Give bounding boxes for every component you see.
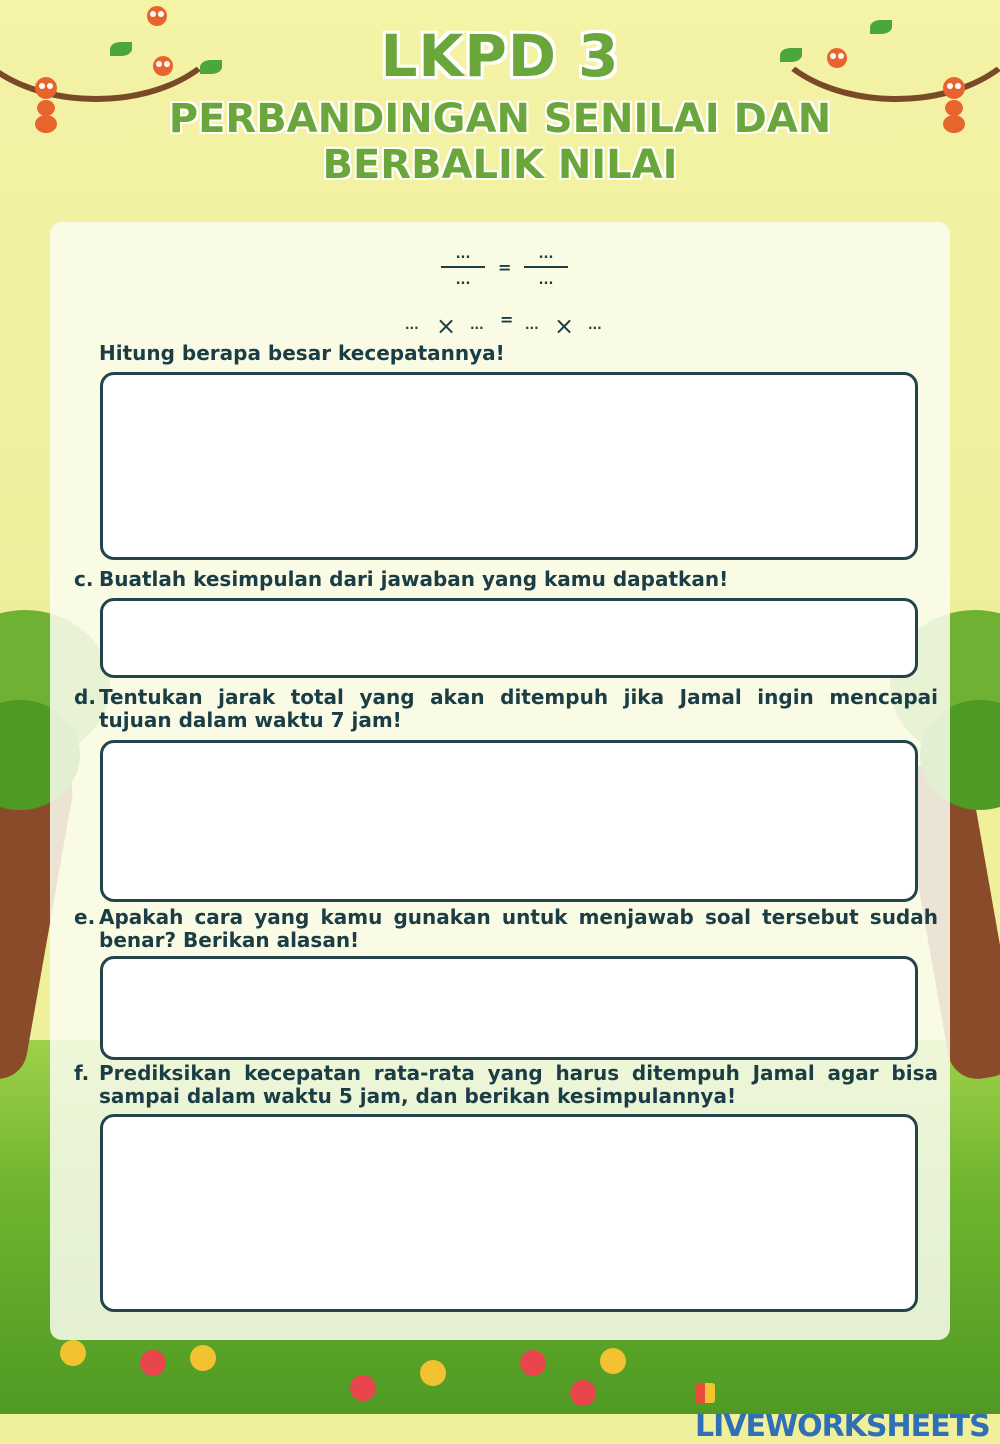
fraction-bar bbox=[524, 266, 568, 268]
subtitle-line-1: PERBANDINGAN SENILAI DAN bbox=[168, 96, 832, 142]
question-text: Tentukan jarak total yang akan ditempuh jika Jamal ingin mencapai tujuan dalam waktu 7 jam! bbox=[99, 685, 938, 732]
question-text: Hitung berapa besar kecepatannya! bbox=[99, 341, 505, 365]
answer-box-c[interactable] bbox=[100, 598, 918, 678]
product-right-b[interactable]: ... bbox=[588, 318, 602, 332]
question-label: f. bbox=[74, 1061, 90, 1085]
formula-equals-2: = bbox=[500, 310, 514, 329]
flower-icon bbox=[190, 1345, 216, 1371]
fraction-bar bbox=[441, 266, 485, 268]
question-label: e. bbox=[74, 905, 96, 929]
fraction-right-numerator[interactable]: ... bbox=[538, 247, 554, 262]
question-e bbox=[74, 906, 938, 952]
answer-box-d[interactable] bbox=[100, 740, 918, 902]
question-label: d. bbox=[74, 685, 96, 709]
question-text: Apakah cara yang kamu gunakan untuk menjawab soal tersebut sudah benar? Berikan alasan! bbox=[99, 905, 938, 952]
flower-icon bbox=[420, 1360, 446, 1386]
answer-box-b[interactable] bbox=[100, 372, 918, 560]
flower-icon bbox=[350, 1375, 376, 1401]
question-f bbox=[74, 1062, 938, 1108]
question-label: c. bbox=[74, 567, 94, 591]
page-title: LKPD 3 bbox=[380, 22, 620, 90]
question-c bbox=[74, 568, 938, 591]
fraction-left-denominator[interactable]: ... bbox=[455, 273, 471, 288]
product-left-b[interactable]: ... bbox=[470, 318, 484, 332]
question-text: Buatlah kesimpulan dari jawaban yang kamu dapatkan! bbox=[99, 567, 729, 591]
flower-icon bbox=[570, 1380, 596, 1406]
times-sign: × bbox=[436, 312, 457, 340]
answer-box-f[interactable] bbox=[100, 1114, 918, 1312]
product-left-a[interactable]: ... bbox=[405, 318, 419, 332]
formula-equals-1: = bbox=[498, 258, 512, 277]
page-subtitle bbox=[0, 96, 1000, 188]
logo-text: LIVEWORKSHEETS bbox=[695, 1409, 990, 1444]
fraction-left bbox=[441, 247, 485, 288]
question-d bbox=[74, 686, 938, 732]
question-text: Prediksikan kecepatan rata-rata yang harus ditempuh Jamal agar bisa sampai dalam waktu 5 jam, dan berikan kesimpulannya! bbox=[99, 1061, 938, 1108]
liveworksheets-logo-icon bbox=[695, 1383, 715, 1403]
answer-box-e[interactable] bbox=[100, 956, 918, 1060]
product-right-a[interactable]: ... bbox=[525, 318, 539, 332]
fraction-right-denominator[interactable]: ... bbox=[538, 273, 554, 288]
subtitle-line-2: BERBALIK NILAI bbox=[322, 142, 678, 188]
times-sign: × bbox=[554, 312, 575, 340]
fraction-right bbox=[524, 247, 568, 288]
question-b bbox=[74, 342, 938, 365]
fraction-left-numerator[interactable]: ... bbox=[455, 247, 471, 262]
flower-icon bbox=[520, 1350, 546, 1376]
flower-icon bbox=[140, 1350, 166, 1376]
flower-icon bbox=[600, 1348, 626, 1374]
liveworksheets-logo bbox=[695, 1374, 1000, 1444]
flower-icon bbox=[60, 1340, 86, 1366]
